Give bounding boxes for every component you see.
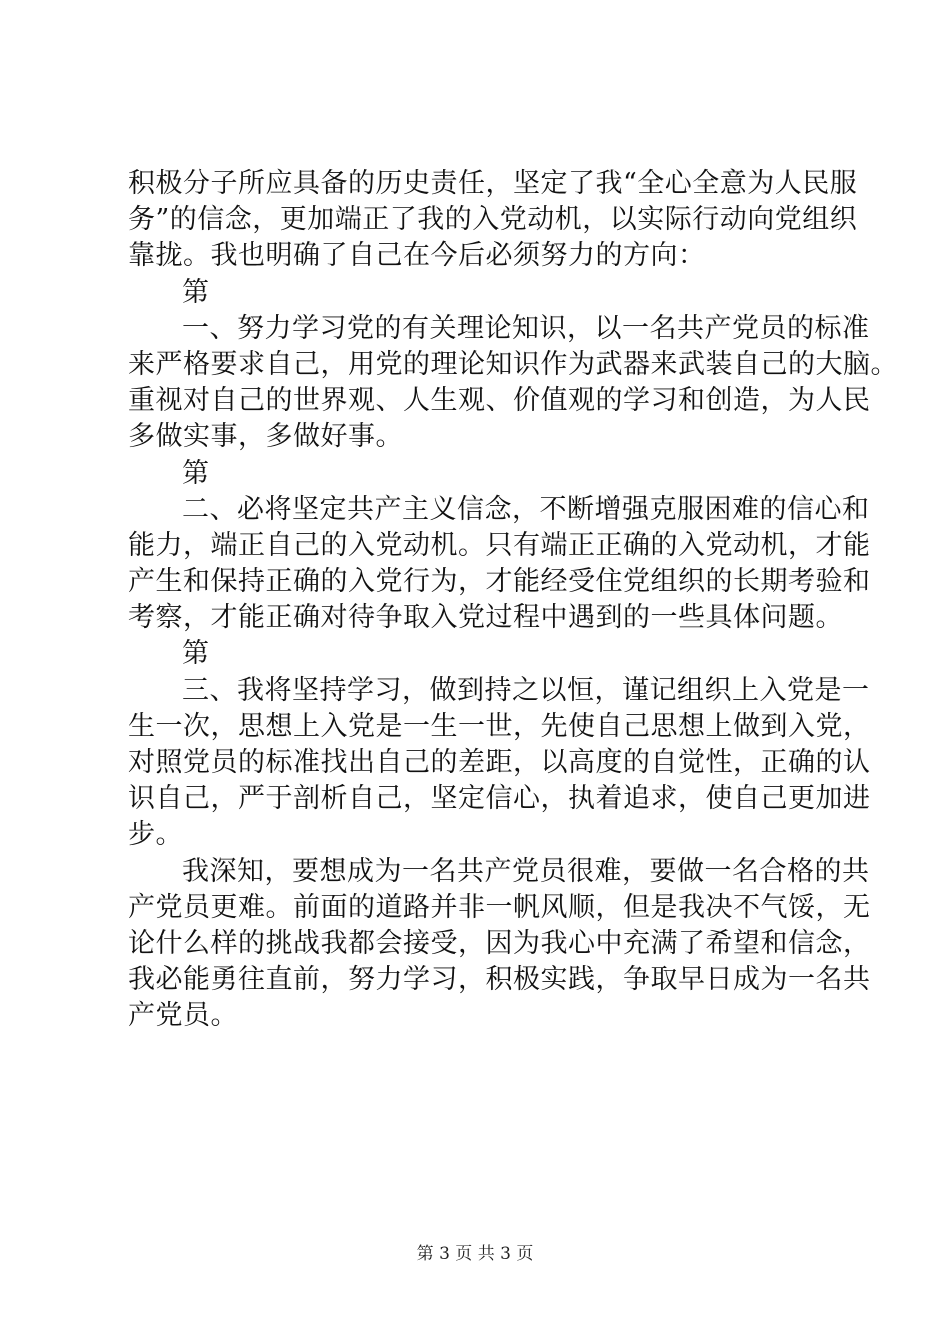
page-number-label: 第 3 页 共 3 页 [416, 1244, 534, 1264]
text-line: 步。 [128, 819, 183, 851]
text-line: 产党员。 [128, 1000, 238, 1032]
text-line: 一、努力学习党的有关理论知识，以一名共产党员的标准 [182, 312, 870, 344]
text-line: 来严格要求自己，用党的理论知识作为武器来武装自己的大脑。 [128, 348, 898, 380]
text-line: 第 [182, 457, 210, 489]
text-line: 对照党员的标准找出自己的差距，以高度的自觉性，正确的认 [128, 747, 871, 778]
text-line: 三、我将坚持学习，做到持之以恒，谨记组织上入党是一 [182, 674, 870, 706]
text-line: 重视对自己的世界观、人生观、价值观的学习和创造，为人民 [128, 385, 871, 417]
document-body [128, 166, 898, 1035]
text-line: 务”的信念，更加端正了我的入党动机，以实际行动向党组织 [128, 204, 858, 236]
text-line: 第 [182, 276, 210, 308]
text-line: 我深知，要想成为一名共产党员很难，要做一名合格的共 [182, 855, 870, 887]
text-line: 积极分子所应具备的历史责任，坚定了我“全心全意为人民服 [128, 168, 858, 199]
text-line: 论什么样的挑战我都会接受，因为我心中充满了希望和信念， [128, 927, 871, 959]
page-footer [0, 1243, 950, 1265]
text-line: 考察，才能正确对待争取入党过程中遇到的一些具体问题。 [128, 602, 843, 634]
text-line: 二、必将坚定共产主义信念，不断增强克服困难的信心和 [182, 493, 870, 525]
text-line: 能力，端正自己的入党动机。只有端正正确的入党动机，才能 [128, 529, 871, 561]
text-line: 产党员更难。前面的道路并非一帆风顺，但是我决不气馁，无 [128, 891, 871, 923]
text-line: 第 [182, 638, 210, 670]
text-line: 识自己，严于剖析自己，坚定信心，执着追求，使自己更加进 [128, 783, 871, 815]
text-line: 产生和保持正确的入党行为，才能经受住党组织的长期考验和 [128, 566, 871, 598]
text-line: 靠拢。我也明确了自己在今后必须努力的方向： [128, 240, 706, 272]
text-line: 生一次，思想上入党是一生一世，先使自己思想上做到入党， [128, 710, 871, 742]
text-line: 多做实事，多做好事。 [128, 421, 403, 453]
text-line: 我必能勇往直前，努力学习，积极实践，争取早日成为一名共 [128, 964, 871, 996]
